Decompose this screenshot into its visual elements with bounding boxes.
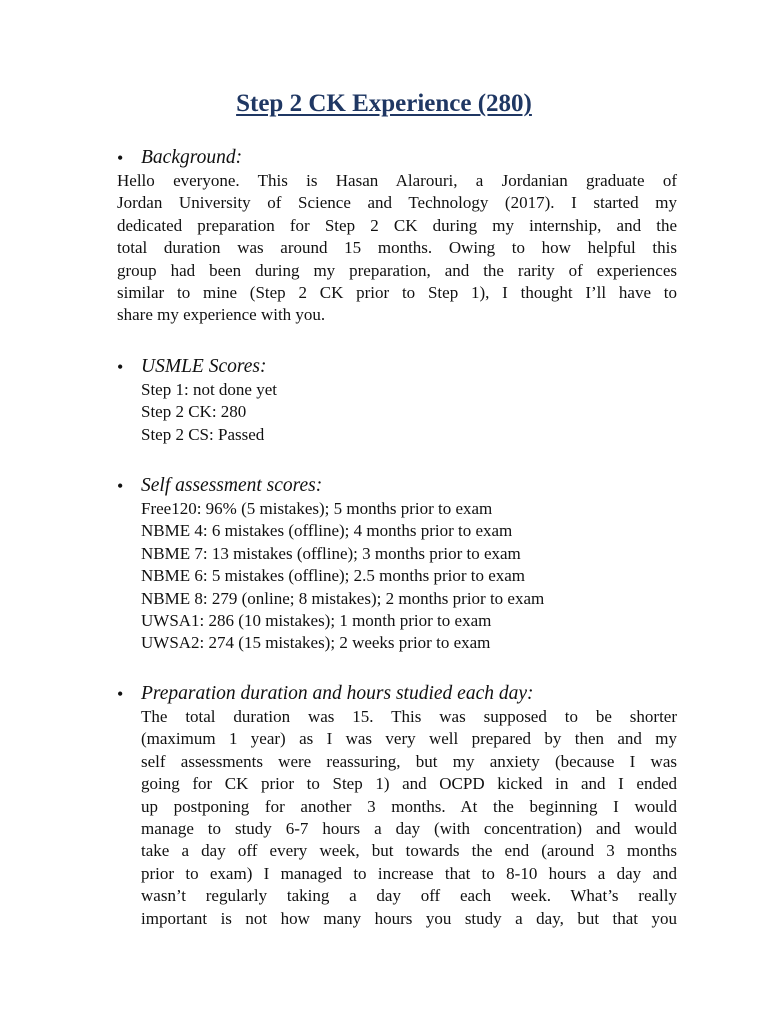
list-item: UWSA2: 274 (15 mistakes); 2 weeks prior to exam: [141, 633, 491, 653]
background-section: [117, 146, 677, 327]
paragraph-line: share my experience with you.: [117, 305, 326, 325]
preparation-paragraph: [117, 706, 677, 930]
self-assessment-section: [117, 474, 677, 655]
background-paragraph: [117, 170, 677, 327]
list-item: Step 2 CK: 280: [141, 402, 247, 422]
paragraph-line: (maximum 1 year) as I was very well prepared by then and my: [141, 729, 677, 749]
list-item: Step 1: not done yet: [141, 380, 277, 399]
paragraph-line: group had been during my preparation, and the rarity of experiences: [117, 260, 677, 280]
paragraph-line: total duration was around 15 months. Owing to how helpful this: [117, 238, 677, 258]
paragraph-line: manage to study 6-7 hours a day (with concentration) and would: [141, 819, 677, 839]
paragraph-line: similar to mine (Step 2 CK prior to Step 1), I thought I’ll have to: [117, 283, 677, 303]
self-assessment-heading: • Self assessment scores:: [117, 475, 323, 496]
paragraph-line: take a day off every week, but towards the end (around 3 months: [141, 841, 677, 861]
bullet-icon: •: [117, 148, 124, 168]
page-title-text: Step 2 CK Experience (280): [236, 90, 532, 117]
bullet-icon: •: [117, 357, 124, 377]
paragraph-line: going for CK prior to Step 1) and OCPD kicked in and I ended: [141, 774, 677, 794]
list-item: NBME 4: 6 mistakes (offline); 4 months prior to exam: [141, 521, 513, 541]
paragraph-line: The total duration was 15. This was supposed to be shorter: [141, 707, 677, 726]
paragraph-line: self assessments were reassuring, but my anxiety (because I was: [141, 751, 677, 771]
self-assessment-list: [117, 498, 677, 655]
preparation-heading: • Preparation duration and hours studied each day:: [117, 683, 534, 704]
list-item: NBME 7: 13 mistakes (offline); 3 months prior to exam: [141, 543, 521, 563]
paragraph-line: Hello everyone. This is Hasan Alarouri, a Jordanian graduate of: [117, 171, 677, 190]
paragraph-line: Jordan University of Science and Technology (2017). I started my: [117, 193, 677, 213]
paragraph-line: dedicated preparation for Step 2 CK during my internship, and the: [117, 215, 677, 235]
list-item: Step 2 CS: Passed: [141, 424, 265, 444]
page-title: [0, 88, 768, 120]
bullet-icon: •: [117, 684, 124, 704]
preparation-section: [117, 682, 677, 930]
list-item: NBME 8: 279 (online; 8 mistakes); 2 months prior to exam: [141, 588, 545, 608]
list-item: UWSA1: 286 (10 mistakes); 1 month prior to exam: [141, 611, 492, 631]
background-heading: • Background:: [117, 147, 243, 168]
list-item: Free120: 96% (5 mistakes); 5 months prior to exam: [141, 499, 493, 518]
list-item: NBME 6: 5 mistakes (offline); 2.5 months prior to exam: [141, 566, 526, 586]
usmle-scores-section: [117, 355, 677, 446]
bullet-icon: •: [117, 476, 124, 496]
paragraph-line: prior to exam) I managed to increase that to 8-10 hours a day and: [141, 863, 677, 883]
paragraph-line: wasn’t regularly taking a day off each week. What’s really: [141, 886, 677, 906]
usmle-scores-list: [117, 379, 677, 446]
paragraph-line: important is not how many hours you study a day, but that you: [141, 908, 677, 928]
paragraph-line: up postponing for another 3 months. At the beginning I would: [141, 796, 677, 816]
usmle-scores-heading: • USMLE Scores:: [117, 356, 267, 377]
